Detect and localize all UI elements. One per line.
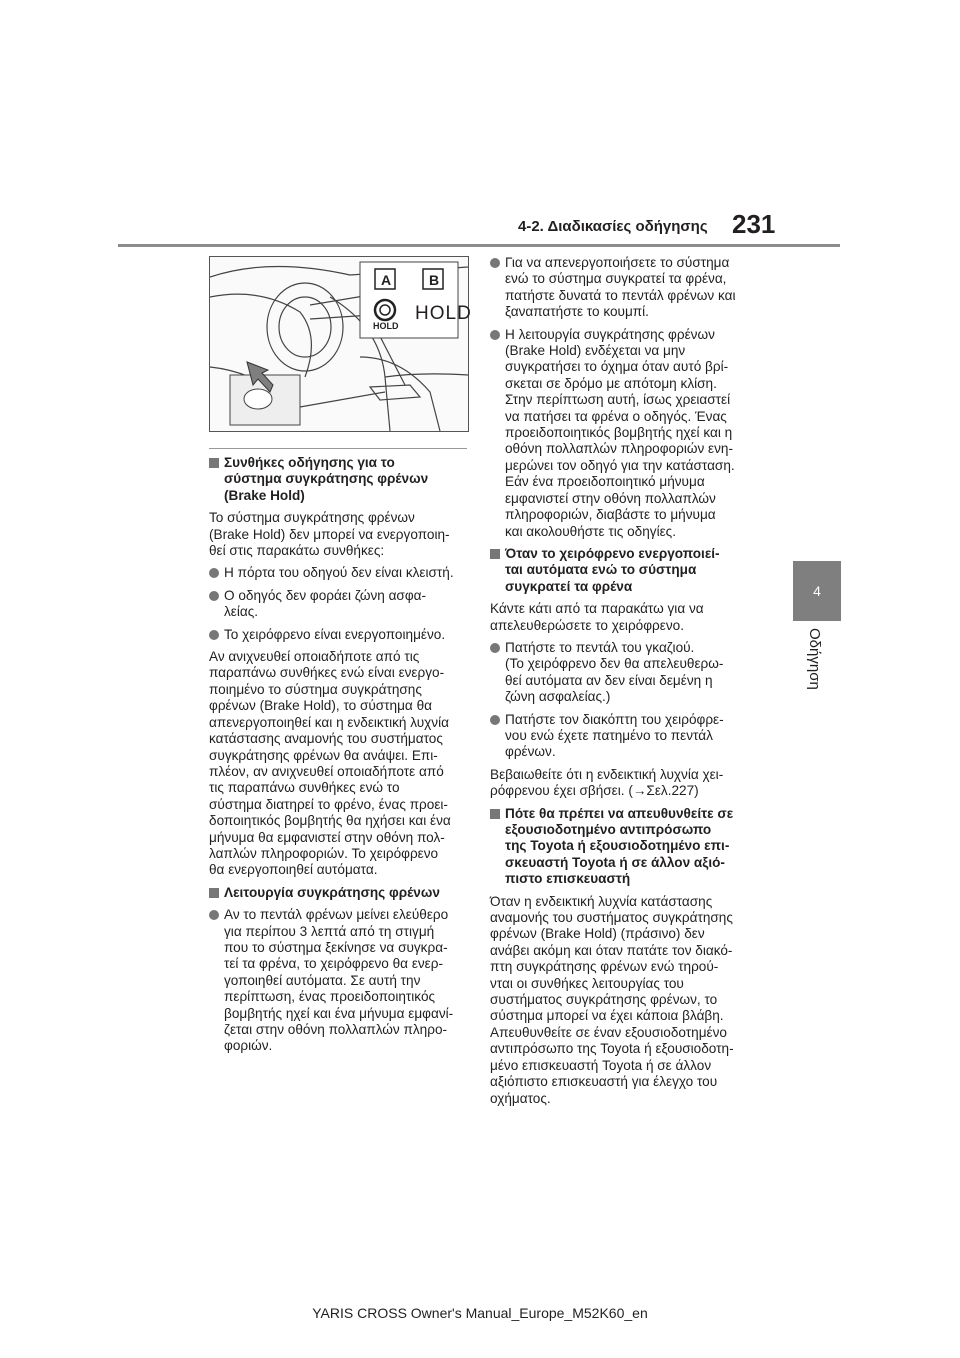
paragraph: Το σύστημα συγκράτησης φρένων (Brake Hold) δεν μπορεί να ενεργοποιη- θεί στις παρακάτω συνθήκες:: [209, 510, 450, 559]
section-title: 4-2. Διαδικασίες οδήγησης: [518, 218, 708, 235]
round-bullet-icon: [209, 568, 219, 578]
paragraph: Κάντε κάτι από τα παρακάτω για να απελευθερώσετε το χειρόφρενο.: [490, 601, 704, 633]
heading-parking-brake-auto: Όταν το χειρόφρενο ενεργοποιεί- ται αυτόματα ενώ το σύστημα συγκρατεί τα φρένα: [490, 546, 762, 595]
list-item: Για να απενεργοποιήσετε το σύστημα ενώ το σύστημα συγκρατεί τα φρένα, πατήστε δυνατά το πεντάλ φρένων και ξαναπατήστε το κουμπί.: [490, 255, 762, 321]
heading-driving-conditions: Συνθήκες οδήγησης για το σύστημα συγκράτησης φρένων (Brake Hold): [209, 455, 471, 504]
figure-rule: [209, 448, 467, 449]
chapter-tab[interactable]: 4: [793, 561, 841, 621]
square-bullet-icon: [490, 809, 500, 819]
chapter-label: Οδήγηση: [806, 628, 823, 690]
round-bullet-icon: [490, 258, 500, 268]
square-bullet-icon: [209, 458, 219, 468]
round-bullet-icon: [490, 330, 500, 340]
hold-icon-label: HOLD: [373, 321, 399, 331]
paragraph: Βεβαιωθείτε ότι η ενδεικτική λυχνία χει- ρόφρενου έχει σβήσει. (→Σελ.227): [490, 766, 724, 799]
paragraph: Αν ανιχνευθεί οποιαδήποτε από τις παραπάνω συνθήκες ενώ είναι ενεργο- ποιημένο το σύστημα συγκράτησης φρένων (Brake Hold), το σύστημα θα απενεργοποιηθεί και η ενδεικτική λυχνία κατάστασης αναμονής του συστήματος συγκράτησης φρένων θα ανάψει. Επι- πλέον, αν ανιχνευθεί οποιαδήποτε από τις παραπάνω συνθήκες ενώ το σύστημα διατηρεί το φρένο, ένας προει- δοποιητικός βομβητής θα ηχήσει και ένα μήνυμα θα εμφανιστεί στην οθόνη πολ- λαπλών πληροφοριών. Το χειρόφρενο θα ενεργοποιηθεί αυτόματα.: [209, 649, 451, 878]
list-item: Αν το πεντάλ φρένων μείνει ελεύθερο για περίπου 3 λεπτά από τη στιγμή που το σύστημα ξεκίνησε να συγκρα- τεί τα φρένα, το χειρόφρενο θα ενερ- γοποιηθεί αυτόματα. Σε αυτή την περίπτωση, ένας προειδοποιητικός βομβητής ηχεί και ένα μήνυμα εμφανί- ζεται στην οθόνη πολλαπλών πληρο- φοριών.: [209, 907, 471, 1055]
list-item: Ο οδηγός δεν φοράει ζώνη ασφα- λείας.: [209, 588, 471, 621]
round-bullet-icon: [490, 643, 500, 653]
list-item: Πατήστε το πεντάλ του γκαζιού. (Το χειρόφρενο δεν θα απελευθερω- θεί αυτόματα αν δεν είναι δεμένη η ζώνη ασφαλείας.): [490, 640, 762, 706]
page-number: 231: [732, 209, 776, 239]
heading-brake-hold-operation: Λειτουργία συγκράτησης φρένων: [209, 885, 471, 901]
right-column: [490, 255, 762, 1113]
hold-text-label: HOLD: [415, 303, 472, 324]
header-rule: [118, 244, 840, 247]
callout-a: A: [381, 272, 392, 288]
square-bullet-icon: [490, 549, 500, 559]
list-item: Το χειρόφρενο είναι ενεργοποιημένο.: [209, 627, 471, 643]
round-bullet-icon: [209, 630, 219, 640]
round-bullet-icon: [209, 910, 219, 920]
list-item: Η λειτουργία συγκράτησης φρένων (Brake Hold) ενδέχεται να μην συγκρατήσει το όχημα όταν αυτό βρί- σκεται σε δρόμο με απότομη κλίση. Στην περίπτωση αυτή, ίσως χρειαστεί να πατήσει τα φρένα ο οδηγός. Ένας προειδοποιητικός βομβητής ηχεί και η οθόνη πολλαπλών πληροφοριών ενη- μερώνει τον οδηγό για την κατάσταση. Εάν ένα προειδοποιητικό μήνυμα εμφανιστεί στην οθόνη πολλαπλών πληροφοριών, διαβάστε το μήνυμα και ακολουθήστε τις οδηγίες.: [490, 327, 762, 540]
round-bullet-icon: [209, 591, 219, 601]
callout-b: B: [429, 272, 440, 288]
footer-text: YARIS CROSS Owner's Manual_Europe_M52K60_en: [312, 1305, 648, 1321]
square-bullet-icon: [209, 888, 219, 898]
list-item: Η πόρτα του οδηγού δεν είναι κλειστή.: [209, 565, 471, 581]
brake-hold-illustration: [209, 256, 472, 432]
heading-contact-dealer: Πότε θα πρέπει να απευθυνθείτε σε εξουσιοδοτημένο αντιπρόσωπο της Toyota ή εξουσιοδοτημένο επι- σκευαστή Toyota ή σε άλλον αξιό- πιστο επισκευαστή: [490, 806, 762, 888]
left-column: [209, 455, 471, 1061]
paragraph: Όταν η ενδεικτική λυχνία κατάστασης αναμονής του συστήματος συγκράτησης φρένων (Brake Hold) (πράσινο) δεν ανάβει ακόμη και όταν πατάτε τον διακό- πτη συγκράτησης φρένων ενώ τηρού- νται οι συνθήκες λειτουργίας του συστήματος συγκράτησης φρένων, το σύστημα μπορεί να έχει κάποια βλάβη. Απευθυνθείτε σε έναν εξουσιοδοτημένο αντιπρόσωπο της Toyota ή εξουσιοδοτη- μένο επισκευαστή Toyota ή σε άλλον αξιόπιστο επισκευαστή για έλεγχο του οχήματος.: [490, 893, 734, 1106]
list-item: Πατήστε τον διακόπτη του χειρόφρε- νου ενώ έχετε πατημένο το πεντάλ φρένων.: [490, 712, 762, 761]
round-bullet-icon: [490, 715, 500, 725]
